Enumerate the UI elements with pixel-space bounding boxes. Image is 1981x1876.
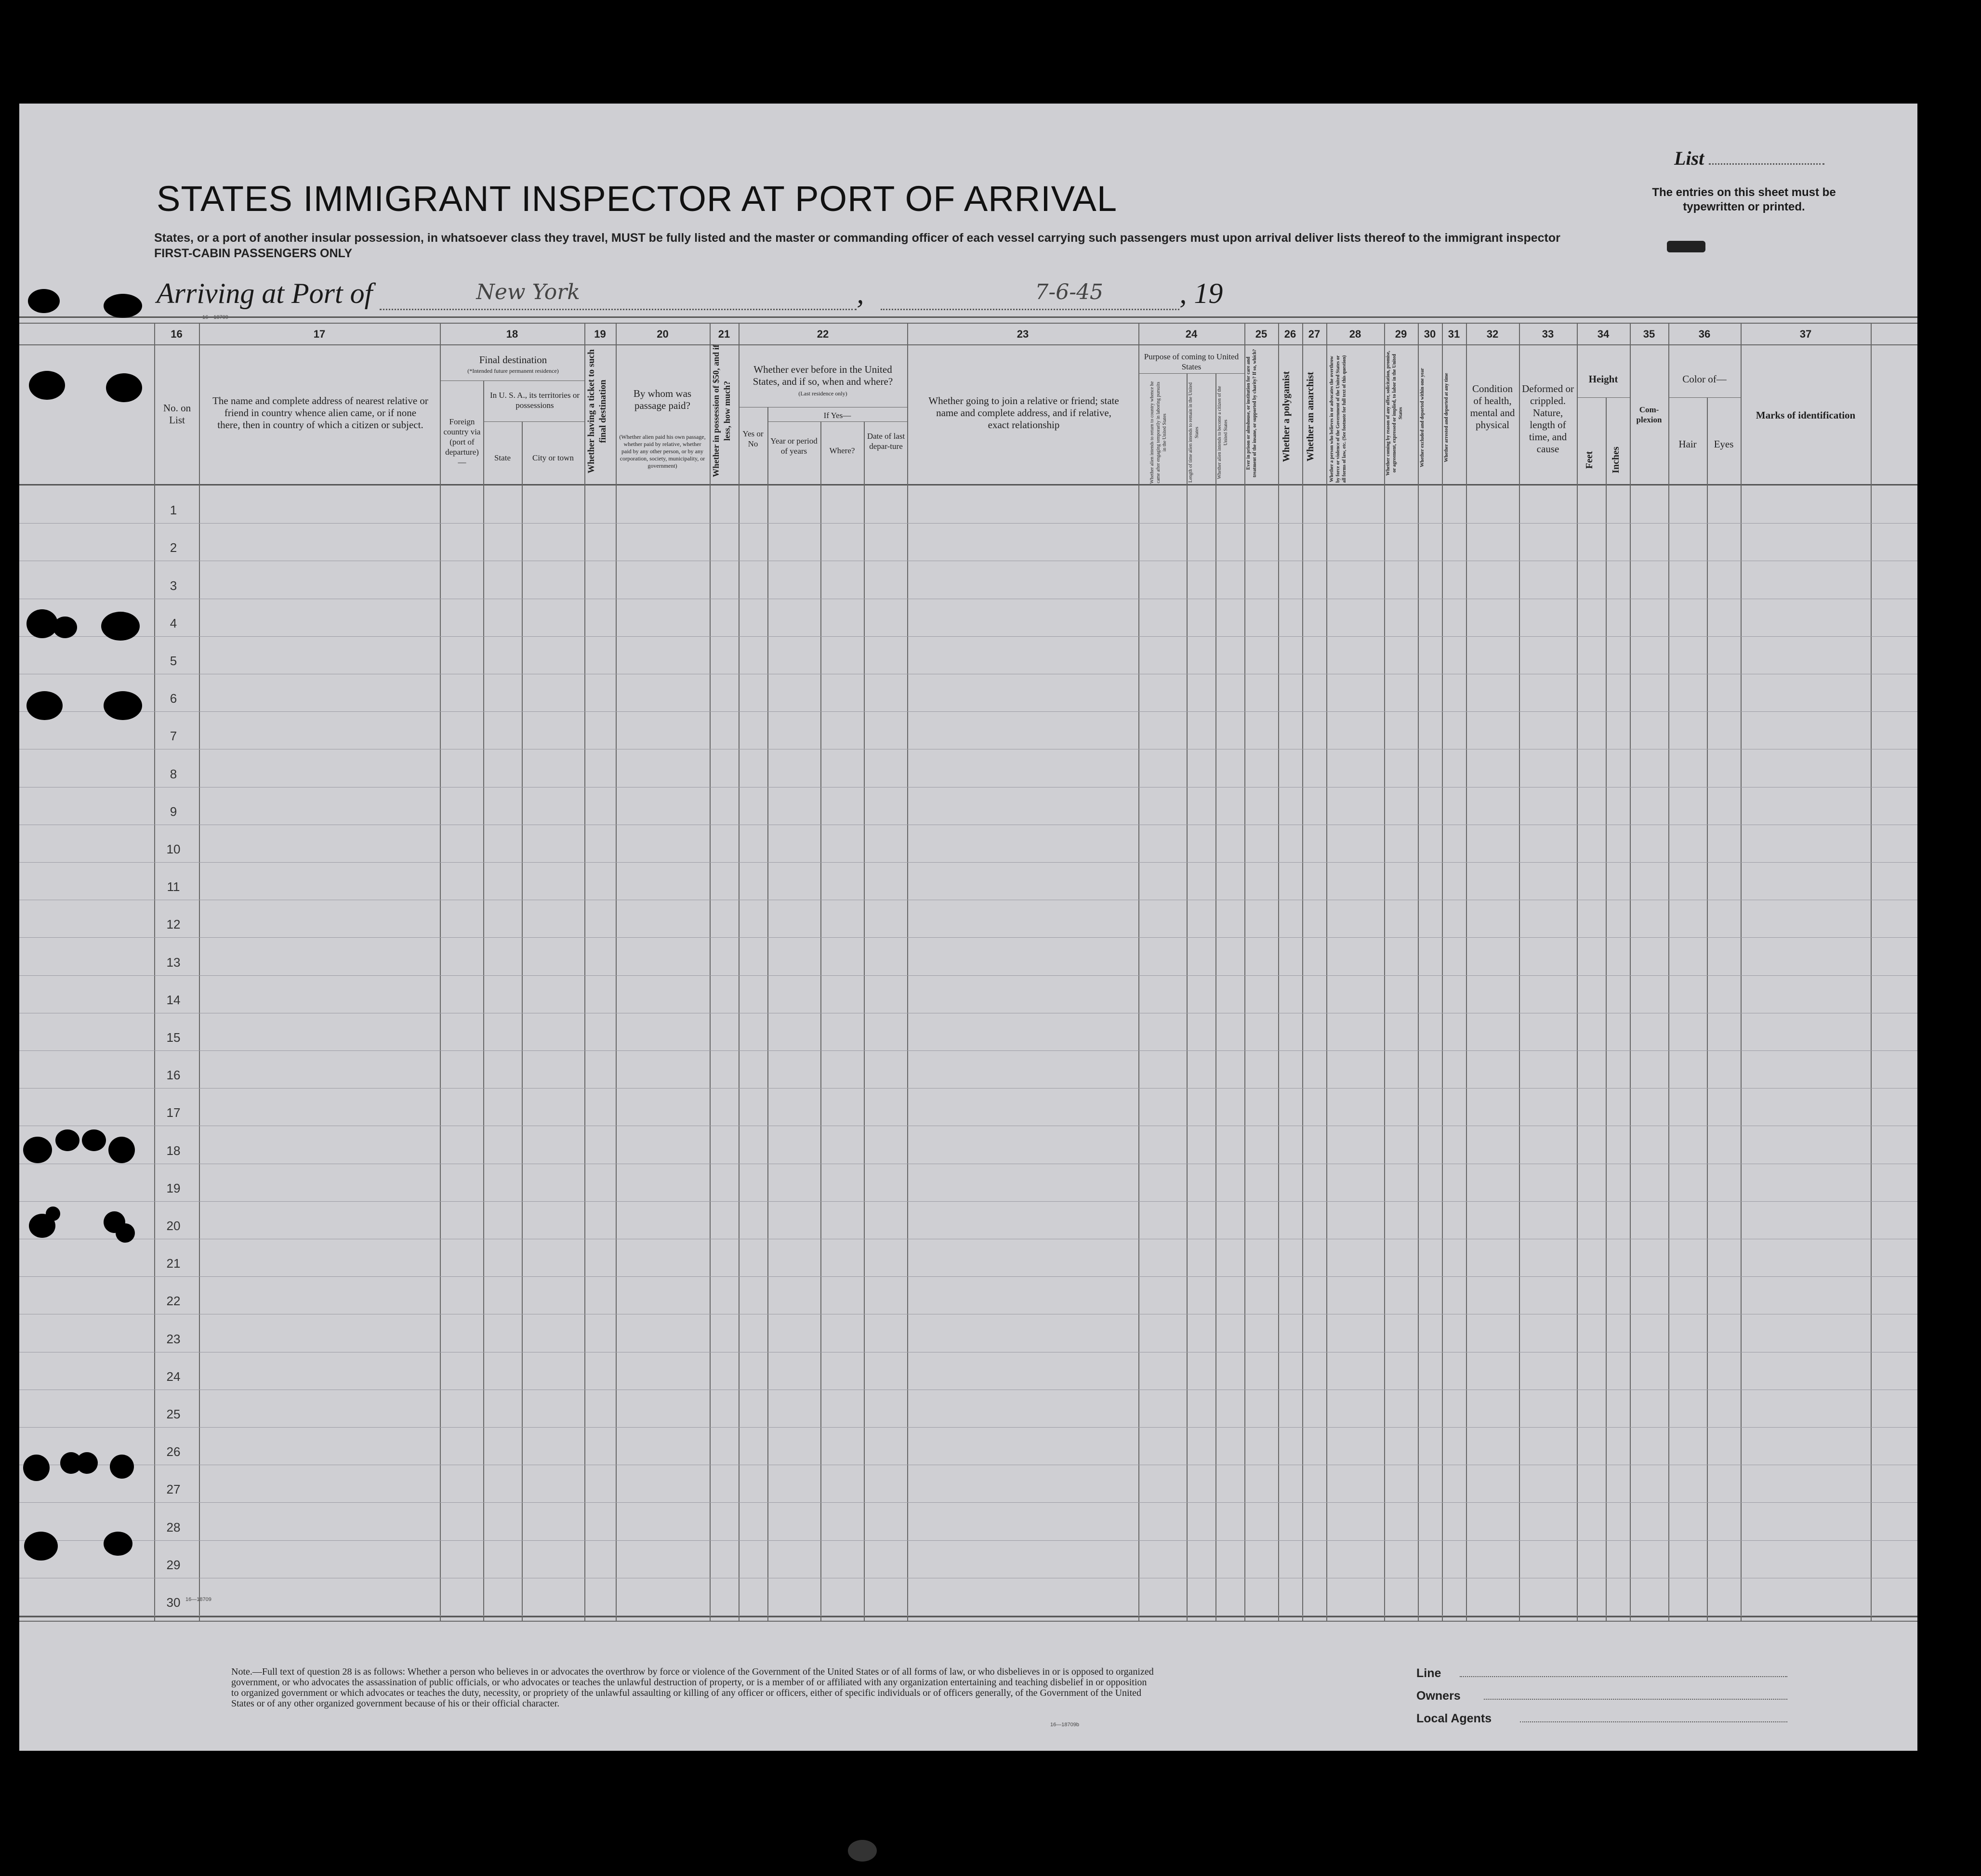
row-line (19, 1427, 1917, 1428)
col-number-17: 17 (313, 328, 326, 340)
col-number-30: 30 (1424, 328, 1436, 340)
row-number: 25 (166, 1407, 181, 1421)
header-hair: Hair (1678, 438, 1697, 450)
binding-hole (106, 373, 142, 402)
col-number-25: 25 (1255, 328, 1268, 340)
header-inches: Inches (1611, 446, 1621, 473)
col-number-37: 37 (1799, 328, 1812, 340)
col-line (154, 323, 155, 1621)
row-number: 21 (166, 1256, 181, 1271)
header-bottom-border (19, 484, 1917, 485)
col-number-16: 16 (171, 328, 183, 340)
col-number-36: 36 (1698, 328, 1711, 340)
col-line (1741, 323, 1742, 1621)
col-line (864, 421, 865, 1621)
row-number: 19 (166, 1181, 181, 1195)
entries-note: The entries on this sheet must be typewritten or printed. (1652, 186, 1836, 213)
port-field[interactable] (380, 280, 857, 310)
binding-hole (116, 1223, 135, 1243)
row-number: 6 (170, 691, 177, 706)
table-top-border-inner (19, 323, 1917, 324)
row-number: 12 (166, 917, 181, 932)
row-number: 17 (166, 1105, 181, 1120)
row-line (19, 937, 1917, 938)
row-number: 9 (170, 804, 177, 819)
col-number-29: 29 (1395, 328, 1407, 340)
binding-hole (23, 1455, 50, 1481)
col-number-31: 31 (1448, 328, 1460, 340)
row-number: 4 (170, 616, 177, 630)
list-label (1674, 147, 1824, 170)
header-fifty-dollars: Whether in possession of $50, and if less, how much? (711, 344, 732, 477)
header-excluded-deported: Whether excluded and deported within one year (1420, 368, 1425, 467)
header-passage-note: (Whether alien paid his own passage, whether paid by relative, whether paid by any other person, or by any corporation, society, municipality, or government) (619, 433, 706, 469)
binding-hole (26, 691, 63, 720)
col-line (584, 323, 585, 1621)
subhdr-line (767, 421, 907, 422)
header-in-usa: In U. S. A., its territories or possessions (489, 391, 580, 410)
row-number: 29 (166, 1557, 181, 1572)
header-purpose-citizen: Whether alien intends to become a citizen of the United States (1217, 386, 1228, 479)
col-line (483, 380, 484, 1621)
header-join-relative: Whether going to join a relative or friend; state name and complete address, and if relative, exact relationship (928, 395, 1119, 431)
col-line (1442, 323, 1443, 1621)
row-number: 2 (170, 540, 177, 555)
binding-hole (46, 1207, 60, 1221)
film-speck (848, 1840, 877, 1862)
col-line (1668, 323, 1669, 1621)
header-foreign-country: Foreign country via (port of departure)— (443, 417, 481, 467)
col-number-35: 35 (1643, 328, 1655, 340)
row-line (19, 523, 1917, 524)
row-number: 16 (166, 1068, 181, 1083)
col-number-27: 27 (1308, 328, 1321, 340)
row-number: 24 (166, 1369, 181, 1384)
binding-hole (53, 617, 77, 638)
port-value: New York (476, 280, 580, 304)
header-anarchist: Whether an anarchist (1305, 372, 1316, 461)
header-health: Condition of health, mental and physical (1470, 383, 1515, 431)
form-number-bottom: 16—18709 (185, 1597, 211, 1602)
header-final-destination: Final destination (479, 354, 547, 366)
header-nearest-relative: The name and complete address of nearest relative or friend in country whence alien came, or if none there, then in country of which a citizen or subject. (212, 395, 428, 431)
year-prefix: 19 (1194, 277, 1223, 309)
manifest-sheet (19, 104, 1917, 1751)
owners-field[interactable] (1484, 1699, 1787, 1700)
row-number: 27 (166, 1482, 181, 1497)
form-title: STATES IMMIGRANT INSPECTOR AT PORT OF ARRIVAL (157, 179, 1118, 219)
list-number-field[interactable] (1709, 163, 1824, 165)
row-line (19, 1088, 1917, 1089)
col-number-18: 18 (506, 328, 518, 340)
header-final-destination-note: (*Intended future permanent residence) (467, 367, 559, 374)
local-agents-field[interactable] (1520, 1721, 1787, 1722)
binding-hole (76, 1452, 98, 1474)
col-number-22: 22 (817, 328, 829, 340)
col-line (440, 323, 441, 1621)
col-line (1278, 323, 1279, 1621)
col-line (1630, 323, 1631, 1621)
header-feet: Feet (1584, 451, 1595, 469)
row-line (19, 636, 1917, 637)
line-label: Line (1416, 1666, 1441, 1680)
table-bottom-border-inner (19, 1621, 1917, 1622)
row-line (19, 1615, 1917, 1616)
row-number: 11 (167, 879, 180, 894)
header-color-of: Color of— (1682, 373, 1727, 385)
header-city-or-town: City or town (532, 453, 574, 462)
arriving-label: Arriving at Port of (157, 277, 373, 309)
col-line (1577, 323, 1578, 1621)
header-if-yes: If Yes— (823, 411, 851, 420)
date-value: 7-6-45 (1035, 280, 1104, 304)
binding-hole (104, 294, 142, 318)
header-purpose: Purpose of coming to United States (1144, 352, 1239, 371)
header-purpose-return: Whether alien intends to return to country whence he came after engaging temporarily in laboring pursuits in the United States (1149, 381, 1167, 484)
form-number-footer: 16—18709b (1050, 1722, 1079, 1728)
row-number: 20 (166, 1219, 181, 1233)
col-line (1606, 397, 1607, 1621)
binding-hole (24, 1532, 58, 1561)
header-question-28: Whether a person who believes in or advocates the overthrow by force or violence of the Government of the United States or all forms of law, etc. (See footnote for full text of this question) (1329, 355, 1347, 483)
header-prison-almshouse: Ever in prison or almshouse, or institution for care and treatment of the insane, or supported by charity? If so, which? (1246, 349, 1257, 478)
col-line (1138, 323, 1139, 1621)
col-line (616, 323, 617, 1621)
binding-hole (110, 1455, 134, 1479)
subhdr-line (1577, 397, 1630, 398)
subhdr-line (483, 421, 584, 422)
col-line (1326, 323, 1327, 1621)
class-note: FIRST-CABIN PASSENGERS ONLY (154, 247, 353, 260)
header-where: Where? (829, 446, 855, 455)
row-number: 26 (166, 1444, 181, 1459)
col-number-24: 24 (1185, 328, 1198, 340)
col-line (1244, 323, 1245, 1621)
row-number: 5 (170, 654, 177, 668)
col-line (1871, 323, 1872, 1621)
col-number-28: 28 (1349, 328, 1361, 340)
row-number: 10 (166, 842, 181, 856)
owners-label: Owners (1416, 1689, 1461, 1703)
col-number-26: 26 (1284, 328, 1296, 340)
header-yes-or-no: Yes or No (742, 429, 764, 448)
row-line (19, 711, 1917, 712)
col-number-21: 21 (718, 328, 730, 340)
binding-hole (82, 1129, 106, 1151)
col-number-32: 32 (1486, 328, 1499, 340)
header-no-on-list: No. on List (163, 402, 191, 426)
col-line (710, 323, 711, 1621)
row-line (19, 975, 1917, 976)
row-line (19, 1502, 1917, 1503)
binding-hole (101, 612, 140, 641)
header-purpose-length: Length of time alien intends to remain in the United States (1188, 382, 1200, 483)
row-line (19, 1201, 1917, 1202)
binding-hole (55, 1129, 79, 1151)
header-complexion: Com-plexion (1636, 405, 1662, 424)
list-label-text: List (1674, 147, 1704, 169)
row-number: 8 (170, 766, 177, 781)
row-number: 15 (166, 1030, 181, 1045)
date-field[interactable] (881, 280, 1179, 310)
subhdr-line (1668, 397, 1741, 398)
col-line (907, 323, 908, 1621)
col-line (739, 323, 740, 1621)
header-year-period: Year or period of years (770, 436, 818, 456)
header-marks-identification: Marks of identification (1756, 409, 1856, 421)
line-field[interactable] (1460, 1676, 1787, 1677)
row-number: 3 (170, 578, 177, 593)
col-line (1418, 323, 1419, 1621)
row-line (19, 1276, 1917, 1277)
col-line (767, 407, 768, 1621)
row-number: 7 (170, 729, 177, 744)
binding-hole (29, 371, 65, 400)
row-line (19, 1540, 1917, 1541)
table-top-border (19, 316, 1917, 318)
col-line (1302, 323, 1303, 1621)
col-number-23: 23 (1017, 328, 1029, 340)
subhdr-line (1138, 373, 1244, 374)
binding-hole (104, 1532, 132, 1556)
row-number: 22 (166, 1294, 181, 1309)
col-line (522, 421, 523, 1621)
col-line (199, 323, 200, 1621)
col-number-34: 34 (1597, 328, 1610, 340)
row-line (19, 1050, 1917, 1051)
header-state: State (494, 453, 511, 462)
header-height: Height (1588, 373, 1618, 385)
subhdr-line (440, 380, 584, 381)
row-number: 30 (166, 1595, 181, 1610)
table-bottom-border (19, 1616, 1917, 1617)
column-number-divider (19, 344, 1917, 345)
row-number: 14 (166, 992, 181, 1007)
row-number: 18 (166, 1143, 181, 1158)
col-line (1707, 397, 1708, 1621)
col-line (1466, 323, 1467, 1621)
binding-hole (28, 289, 60, 313)
header-polygamist: Whether a polygamist (1281, 371, 1292, 462)
col-line (1519, 323, 1520, 1621)
col-line (820, 421, 821, 1621)
arriving-port-line: Arriving at Port of New York , 7-6-45 , 19 (157, 277, 1223, 309)
header-ever-before-us: Whether ever before in the United States, and if so, when and where? (753, 364, 893, 387)
binding-hole (108, 1137, 135, 1163)
row-number: 13 (166, 955, 181, 970)
local-agents-label: Local Agents (1416, 1712, 1492, 1725)
form-subtitle: States, or a port of another insular possession, in whatsoever class they travel, MUST be fully listed and the master or commanding officer of each vessel carrying such passengers must upon arrival deliver lists thereof to the immigrant inspector (154, 231, 1560, 245)
row-line (19, 862, 1917, 863)
binding-hole (23, 1137, 52, 1163)
header-deformed: Deformed or crippled. Nature, length of time, and cause (1522, 383, 1574, 455)
header-ticket: Whether having a ticket to such final destination (586, 349, 608, 473)
header-passage-paid: By whom was passage paid? (633, 388, 692, 411)
header-labor-offer: Whether coming by reason of any offer, solicitation, promise, or agreement, expressed or implied, to labor in the United States (1386, 351, 1403, 476)
col-number-20: 20 (657, 328, 669, 340)
header-arrested-deported: Whether arrested and deported at any time (1444, 373, 1449, 462)
row-number: 1 (170, 503, 177, 518)
header-date-departure: Date of last depar-ture (867, 432, 905, 451)
question-28-footnote: Note.—Full text of question 28 is as follows: Whether a person who believes in or advocates the overthrow by force or violence of the Government of the United States or of all forms of law, or who disbelieves in or is opposed to organized government, or who advocates the assassination of public officials, or who advocates or teaches the unlawful destruction of property, or is a member of or affiliated with any organization entertaining and teaching disbelief in or opposition to organized government or which advocates or teaches the duty, necessity, or propriety of the unlawful assaulting or killing of any officer or officers, either of specific individuals or of officers generally, of the Government of the United States or of any other organized government because of his or their official character. (231, 1666, 1154, 1709)
col-line (1384, 323, 1385, 1621)
row-number: 28 (166, 1520, 181, 1535)
col-number-19: 19 (594, 328, 606, 340)
header-last-residence: (Last residence only) (798, 390, 847, 397)
header-eyes: Eyes (1714, 438, 1734, 450)
printer-mark-icon (1667, 241, 1705, 252)
binding-hole (104, 691, 142, 720)
col-number-33: 33 (1542, 328, 1554, 340)
row-number: 23 (166, 1331, 181, 1346)
